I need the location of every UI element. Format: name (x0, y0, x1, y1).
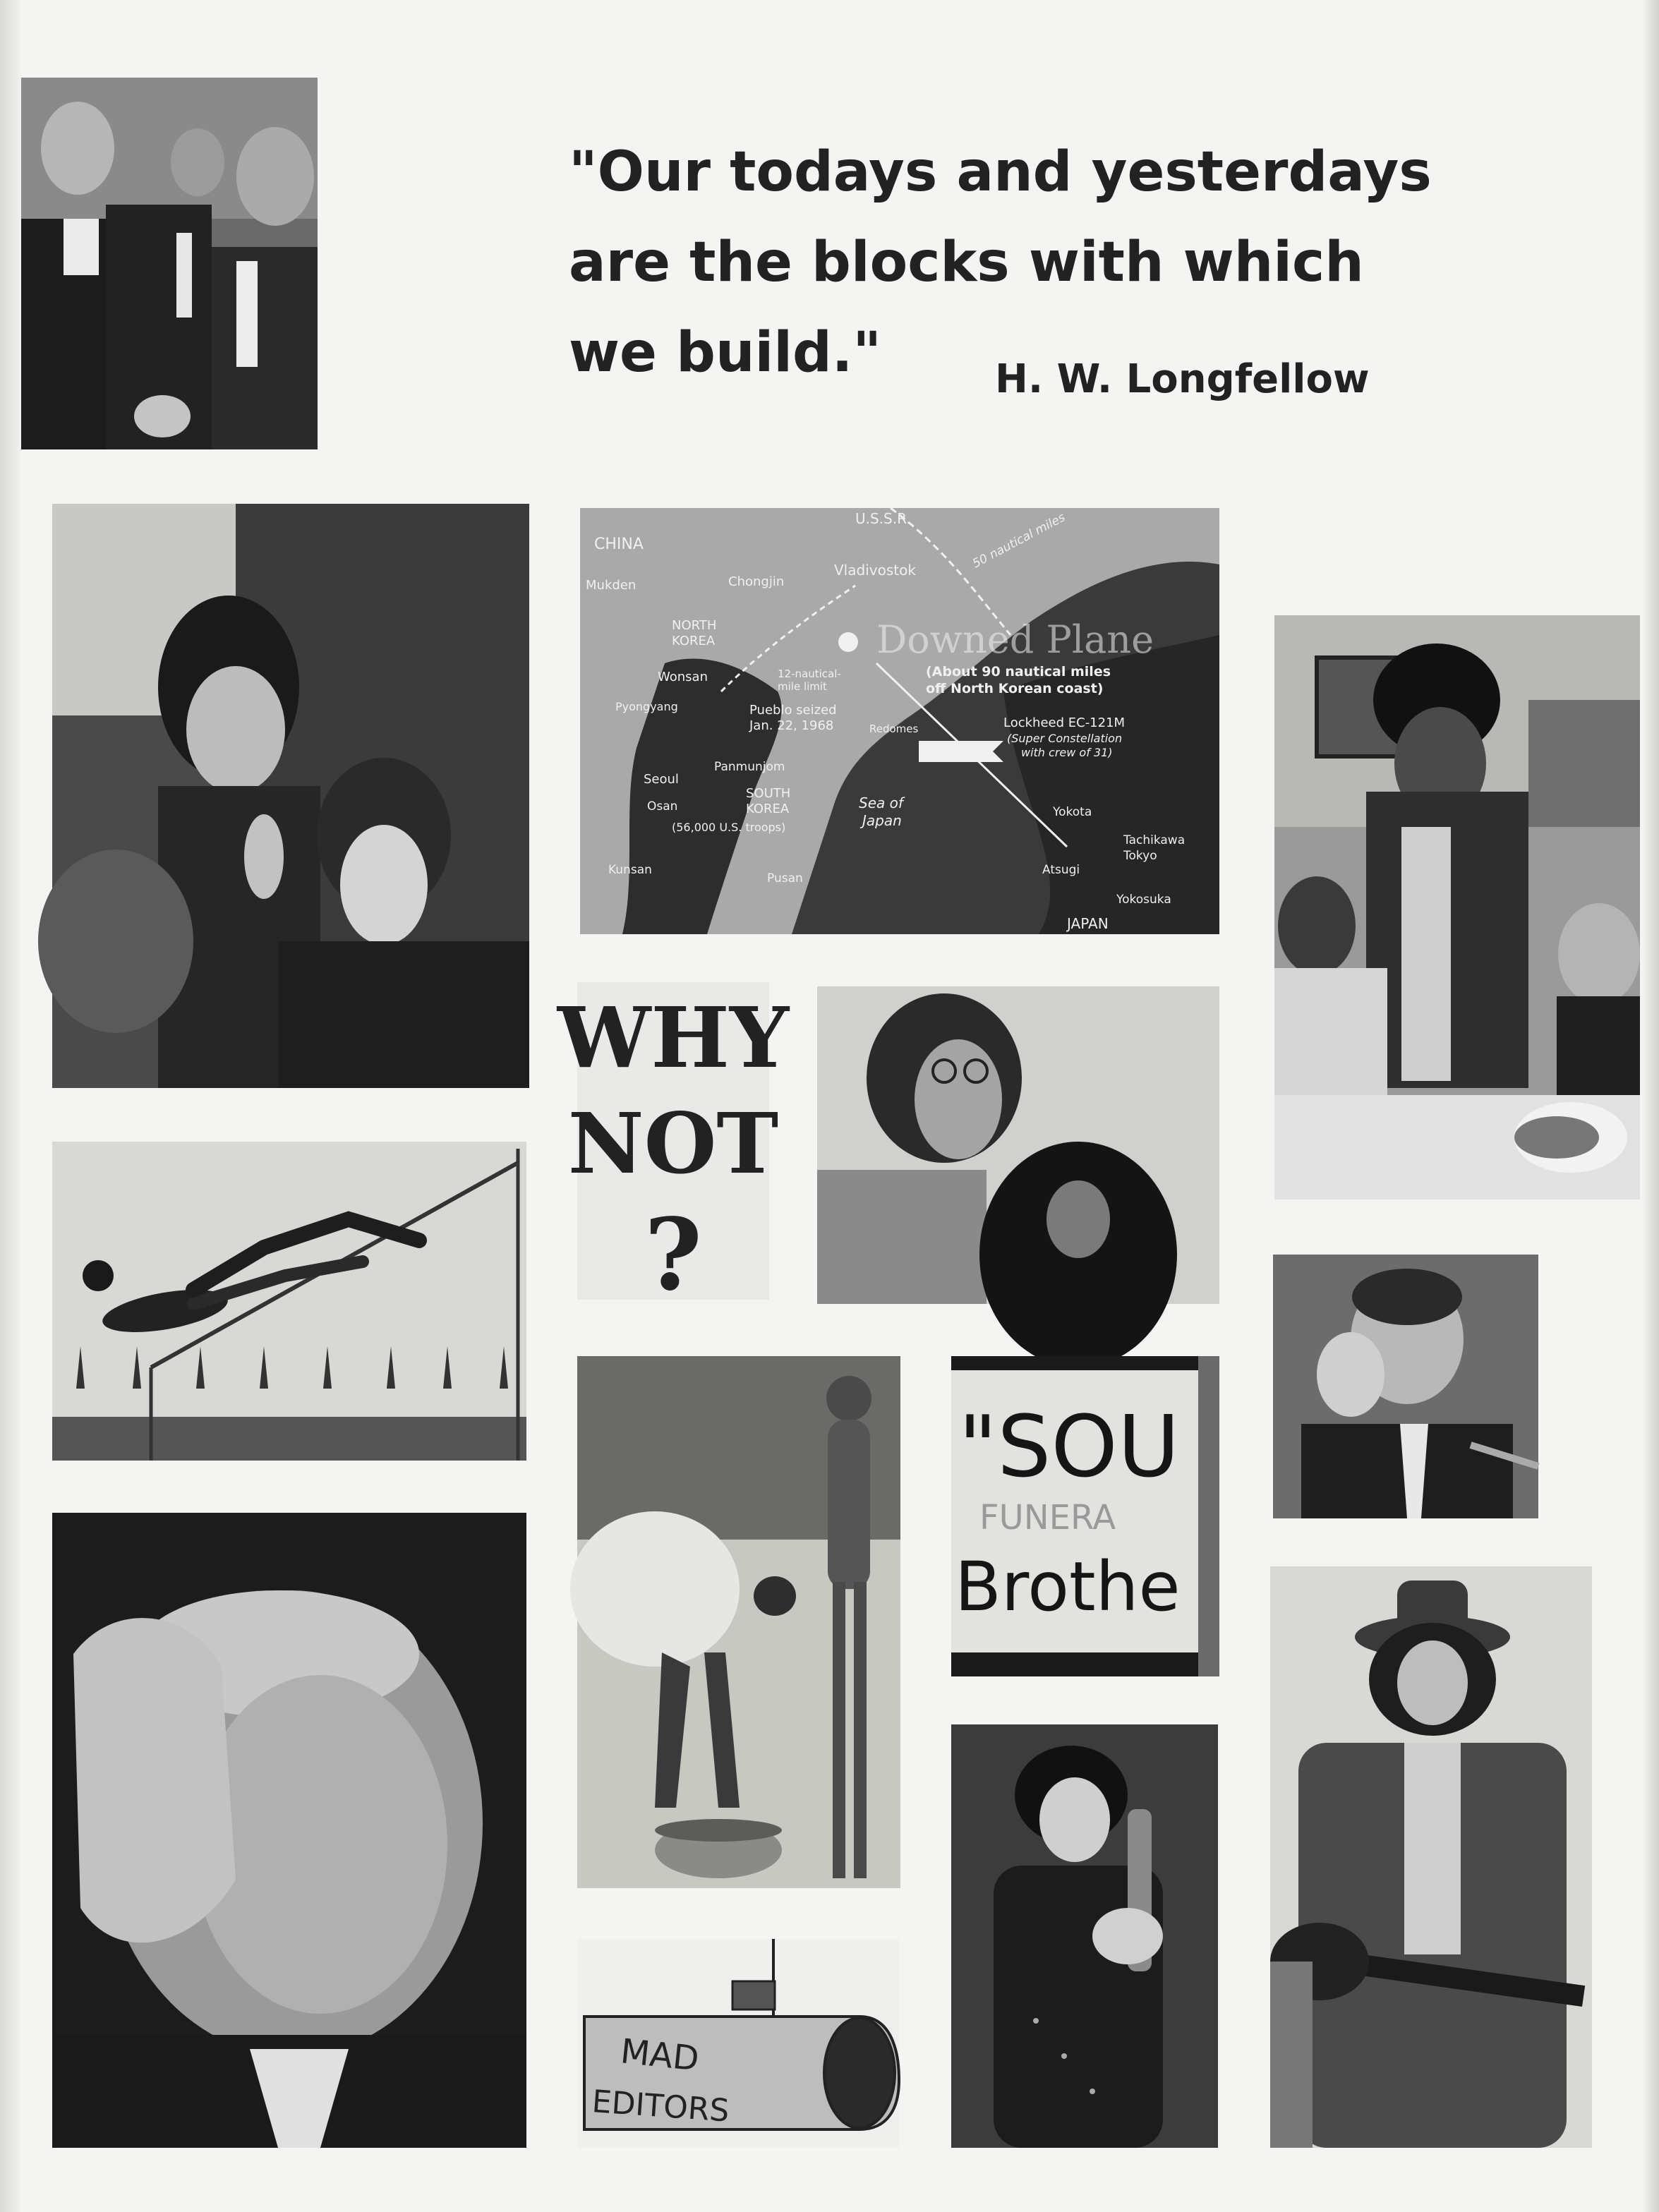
map-label-pyongyang: Pyongyang (615, 700, 678, 713)
photo-guitarist-with-hat (1270, 1566, 1592, 2148)
poster-text-why: WHY (557, 989, 790, 1087)
page-edge-right (1643, 0, 1659, 2212)
map-label-aircraft: Lockheed EC-121M (1003, 715, 1126, 730)
map-label-seoul: Seoul (644, 772, 679, 787)
map-label-limit-2: mile limit (778, 680, 827, 693)
map-label-redomes: Redomes (869, 723, 919, 735)
map-label-aircraft-3: with crew of 31) (1021, 746, 1113, 759)
poster-why-not (557, 982, 790, 1313)
map-label-aircraft-2: (Super Constellation (1007, 732, 1123, 745)
poster-text-question: ? (644, 1197, 703, 1313)
photo-romeo-and-juliet (52, 504, 529, 1088)
map-label-north-korea: NORTH (672, 618, 717, 633)
photo-john-and-yoko (817, 986, 1219, 1304)
map-label-distance: (About 90 nautical miles (926, 664, 1111, 679)
map-downed-plane-korea (580, 508, 1219, 934)
map-label-south-korea-2: KOREA (746, 802, 790, 816)
mailbox-text-mad: MAD (618, 2031, 701, 2079)
photo-man-holding-head (52, 1513, 526, 2148)
map-label-china: CHINA (594, 536, 644, 553)
quote-line: we build." (569, 321, 882, 385)
photo-woman-with-oscar (951, 1724, 1218, 2148)
map-label-panmunjom: Panmunjom (714, 760, 785, 774)
map-label-kunsan: Kunsan (608, 863, 652, 877)
map-label-japan: JAPAN (1067, 915, 1109, 932)
photo-high-jump (52, 1142, 526, 1461)
map-label-distance-2: off North Korean coast) (926, 681, 1104, 696)
sign-text-soul: "SOU (958, 1398, 1180, 1497)
map-label-ussr: U.S.S.R. (855, 510, 911, 527)
quote-line: are the blocks with which (569, 231, 1364, 294)
map-label-yokosuka: Yokosuka (1116, 893, 1171, 907)
map-label-south-korea: SOUTH (746, 786, 791, 801)
map-label-north-korea-2: KOREA (672, 634, 716, 648)
map-label-sea-of-japan: Sea of (859, 794, 903, 811)
map-label-vladivostok: Vladivostok (834, 562, 916, 579)
map-label-tokyo: Tokyo (1123, 849, 1157, 863)
page-gutter-left (0, 0, 21, 2212)
map-label-pusan: Pusan (767, 871, 803, 886)
map-label-boundary: 50 nautical miles (970, 510, 1068, 572)
map-label-osan: Osan (647, 799, 678, 814)
photo-man-pointing (1273, 1255, 1538, 1518)
quote-line: "Our todays and yesterdays (569, 140, 1432, 204)
photo-politicians-formal (21, 78, 318, 449)
map-label-tachikawa: Tachikawa (1123, 833, 1186, 847)
photo-children-at-table (1274, 615, 1640, 1199)
map-label-pueblo-date: Jan. 22, 1968 (749, 718, 834, 733)
drawing-mad-mailbox (577, 1939, 899, 2148)
photo-soul-brother-sign (951, 1356, 1219, 1676)
poster-text-not: NOT (567, 1094, 779, 1192)
map-label-downed-plane: Downed Plane (876, 617, 1154, 662)
quote-attribution: H. W. Longfellow (995, 356, 1370, 402)
mailbox-text-editors: EDITORS (591, 2084, 730, 2129)
map-label-chongjin: Chongjin (728, 574, 785, 589)
map-label-troops: (56,000 U.S. troops) (672, 821, 786, 834)
sign-text-brother: Brothe (955, 1547, 1181, 1626)
map-label-mukden: Mukden (586, 578, 637, 593)
map-label-sea-of-japan-2: Japan (862, 812, 902, 829)
sign-text-funeral: FUNERA (979, 1498, 1116, 1537)
map-label-limit: 12-nautical- (778, 667, 841, 680)
map-label-atsugi: Atsugi (1042, 863, 1080, 877)
photo-starving-children (577, 1356, 900, 1888)
map-label-yokota: Yokota (1053, 805, 1092, 819)
map-label-wonsan: Wonsan (658, 670, 708, 684)
map-label-pueblo: Pueblo seized (749, 703, 837, 718)
